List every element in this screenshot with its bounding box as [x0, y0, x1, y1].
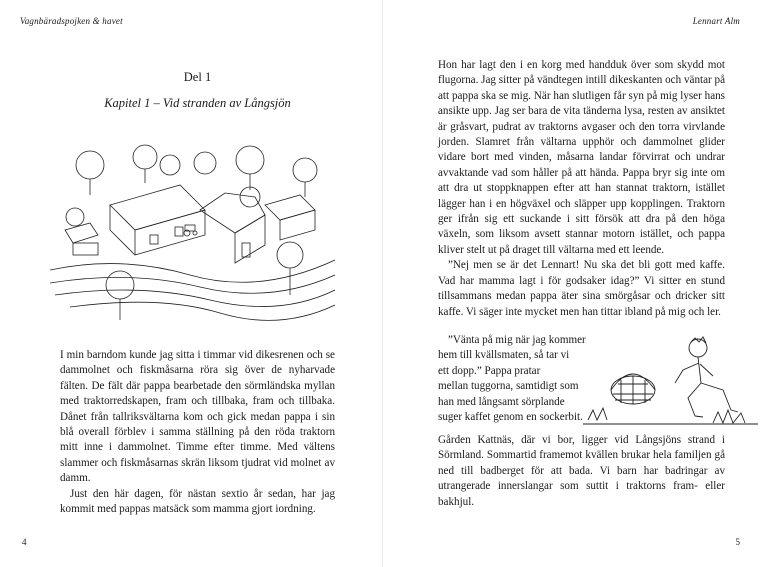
left-body-text — [60, 348, 335, 517]
paragraph: Gården Kattnäs, där vi bor, ligger vid Långsjöns strand i Sörmland. Sommartid framemot kvällen brukar hela familjen gå ned till badberget för att bada. Vi barn har badringar av utrangerade innerslangar som suttit i traktorns fram- eller bakhjul. — [438, 434, 725, 508]
part-heading: Del 1 — [183, 70, 212, 84]
text-line: han med långsamt sörplande — [438, 395, 565, 408]
chapter-heading: Kapitel 1 – Vid stranden av Långsjön — [104, 96, 291, 110]
author-header: Lennart Alm — [692, 16, 740, 26]
book-title-header: Vagnbäradspojken & havet — [20, 16, 123, 26]
paragraph: Just den här dagen, för nästan sextio år sedan, har jag kommit med pappas matsäck som mamma gjort iordning. — [60, 487, 335, 516]
left-page — [0, 0, 382, 567]
paragraph: ”Nej men se är det Lennart! Nu ska det bli gott med kaffe. Vad har mamma lagt i för godsaker idag?” Vi sitter en stund tillsammans medan pappa äter sina smörgåsar och dricker sitt kaffe. Vi säger inte mycket men han tittar ibland på mig och ler. — [438, 259, 725, 318]
paragraph: Hon har lagt den i en korg med handduk över som skydd mot flugorna. Jag sitter på vändtegen intill dikeskanten och väntar på att pappa ska se mig. När han slutligen får syn på mig lyser hans ansikte upp. Jag ser bara de vita tänderna lysa, resten av ansiktet är gråsvart, pudrat av traktorns avgaser och den torra virvlande jorden. Slamret från vältarna upphör och dammolnet glider vidare bort med vinden, måsarna landar förvirrat och undrar avvaktande vad som håller på att hända. Pappa bryr sig inte om att dra ut stoppknappen efter att han stannat traktorn, istället lägger han i en högväxel och släpper upp kopplingen. Traktorn ger ifrån sig ett suckande i sitt försök att dra på den höga växeln, som liksom avsett stannar motorn istället, och pappa kliver stelt ut på draget till vältarna med ett leende. — [438, 59, 725, 256]
paragraph: I min barndom kunde jag sitta i timmar vid dikesrenen och se dammolnet och fiskmåsarna röra sig över de nyharvade fälten. De fält där pappa bearbetade den sörmländska myllan med traktorredskapen, fram och tillbaka, fram och tillbaka. Dånet från tallriksvältarna kom och gick medan pappa i sin blå overall förblev i samma ställning på den röda traktorn mitt inne i dammolnet. Timme efter timme. Med vältens slammer och fiskmåsarnas skrän liksom tjudrat vid molnet av damm. — [60, 349, 335, 485]
right-body-text-bottom — [438, 433, 725, 510]
right-body-text-top — [438, 58, 725, 320]
farm-landscape-illustration — [50, 135, 335, 325]
text-line: suger kaffet genom en sockerbit. — [438, 411, 583, 424]
page-number-right: 5 — [735, 537, 740, 547]
page-number-left: 4 — [22, 537, 27, 547]
boy-with-basket-illustration — [583, 328, 758, 428]
text-line: ”Vänta på mig när jag kommer — [448, 334, 586, 346]
right-narrow-text — [438, 333, 586, 425]
text-line: ett dopp.” Pappa pratar — [438, 364, 541, 377]
text-line: mellan tuggorna, samtidigt som — [438, 380, 579, 393]
right-page — [383, 0, 765, 567]
text-line: hem till kvällsmaten, så tar vi — [438, 349, 570, 362]
